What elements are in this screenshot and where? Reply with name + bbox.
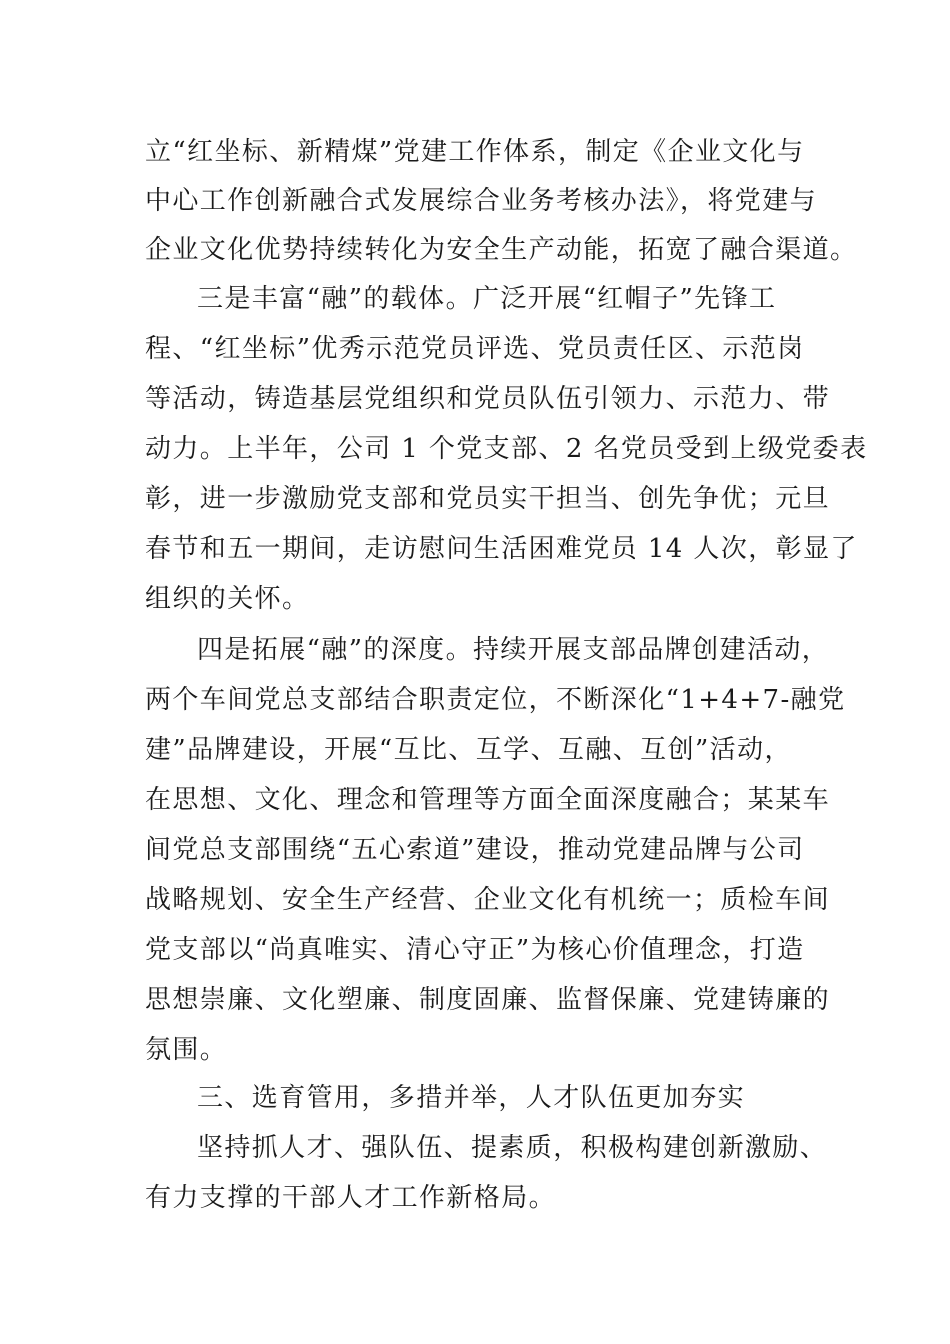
text-line: 企业文化优势持续转化为安全生产动能，拓宽了融合渠道。	[145, 235, 858, 265]
text-line: 间党总支部围绕“五心索道”建设，推动党建品牌与公司	[145, 835, 805, 865]
text-line: 等活动，铸造基层党组织和党员队伍引领力、示范力、带	[145, 384, 831, 414]
text-line: 在思想、文化、理念和管理等方面全面深度融合；某某车	[145, 785, 831, 815]
text-line: 彰，进一步激励党支部和党员实干担当、创先争优；元旦	[145, 484, 831, 514]
section-heading: 三、选育管用，多措并举，人才队伍更加夯实	[197, 1083, 746, 1113]
text-line: 氛围。	[145, 1035, 228, 1065]
text-line: 党支部以“尚真唯实、清心守正”为核心价值理念，打造	[145, 935, 805, 965]
text-line: 动力。上半年，公司 1 个党支部、2 名党员受到上级党委表	[145, 434, 868, 464]
text-line: 立“红坐标、新精煤”党建工作体系，制定《企业文化与	[145, 137, 805, 167]
text-line: 中心工作创新融合式发展综合业务考核办法》，将党建与	[145, 186, 818, 216]
text-line: 程、“红坐标”优秀示范党员评选、党员责任区、示范岗	[145, 334, 805, 364]
paragraph-start-line: 坚持抓人才、强队伍、提素质，积极构建创新激励、	[197, 1133, 828, 1163]
text-line: 组织的关怀。	[145, 584, 310, 614]
text-line: 思想崇廉、文化塑廉、制度固廉、监督保廉、党建铸廉的	[145, 985, 831, 1015]
text-line: 春节和五一期间，走访慰问生活困难党员 14 人次，彰显了	[145, 534, 858, 564]
text-line: 两个车间党总支部结合职责定位，不断深化“1+4+7-融党	[145, 685, 846, 715]
paragraph-start-line: 三是丰富“融”的载体。广泛开展“红帽子”先锋工	[197, 284, 777, 314]
paragraph-start-line: 四是拓展“融”的深度。持续开展支部品牌创建活动，	[197, 635, 830, 665]
text-line: 战略规划、安全生产经营、企业文化有机统一；质检车间	[145, 885, 831, 915]
text-line: 建”品牌建设，开展“互比、互学、互融、互创”活动，	[145, 735, 792, 765]
text-line: 有力支撑的干部人才工作新格局。	[145, 1183, 557, 1213]
